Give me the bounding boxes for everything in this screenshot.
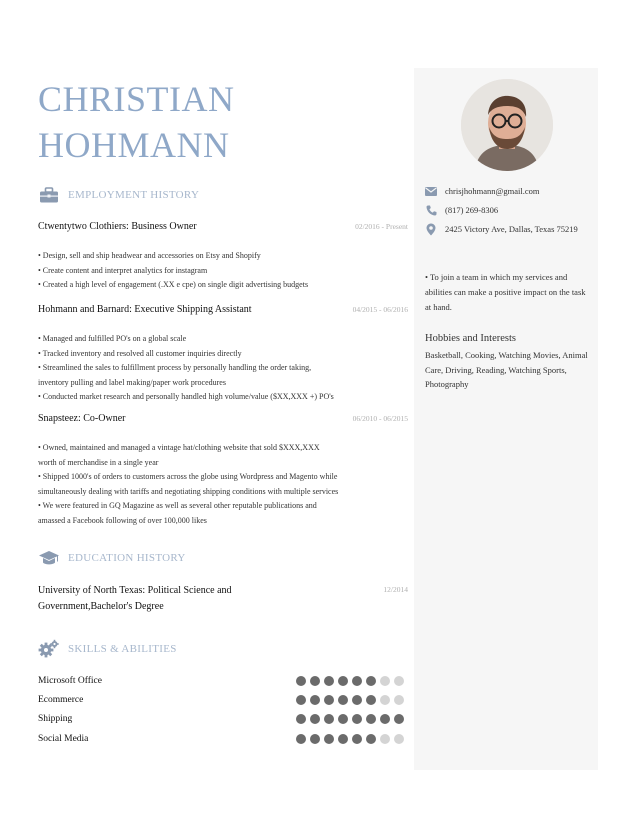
rating-dot-filled: [338, 695, 348, 705]
profile-photo: [461, 79, 553, 171]
skill-row: [38, 712, 408, 726]
job-title: Ctwentytwo Clothiers: Business Owner: [38, 221, 197, 232]
job-title: Hohmann and Barnard: Executive Shipping Assistant: [38, 304, 252, 315]
job-dates: 02/2016 - Present: [355, 222, 408, 231]
contact-email: [425, 184, 539, 198]
rating-dot-filled: [324, 714, 334, 724]
job-entry: [38, 304, 408, 405]
degree-date: 12/2014: [383, 585, 408, 594]
sidebar-panel: [414, 68, 598, 770]
employment-section-header: [38, 186, 199, 204]
hobbies-text: Basketball, Cooking, Watching Movies, Animal Care, Driving, Reading, Watching Sports, Photography: [425, 350, 588, 389]
job-description: [38, 332, 408, 405]
rating-dot-filled: [352, 695, 362, 705]
skill-name: Ecommerce: [38, 695, 84, 705]
skill-rating: [296, 734, 404, 744]
skill-row: [38, 732, 408, 746]
address-text: 2425 Victory Ave, Dallas, Texas 75219: [445, 224, 578, 234]
phone-icon: [425, 204, 437, 216]
job-dates: 06/2010 - 06/2015: [352, 414, 408, 423]
job-bullet: worth of merchandise in a single year: [38, 457, 159, 467]
email-text[interactable]: chrisjhohmann@gmail.com: [445, 186, 540, 196]
last-name: HOHMANN: [38, 125, 230, 165]
skills-title: SKILLS & ABILITIES: [68, 643, 177, 655]
rating-dot-filled: [296, 734, 306, 744]
rating-dot-filled: [366, 714, 376, 724]
job-title: Snapsteez: Co-Owner: [38, 413, 126, 424]
rating-dot-filled: [380, 714, 390, 724]
rating-dot-filled: [324, 734, 334, 744]
contact-phone: [425, 203, 498, 217]
rating-dot-filled: [338, 676, 348, 686]
rating-dot-filled: [366, 695, 376, 705]
skill-name: Shipping: [38, 714, 73, 724]
job-bullet: • Conducted market research and personally handled high volume/value ($XX,XXX +) PO's: [38, 392, 334, 401]
rating-dot-filled: [310, 714, 320, 724]
skill-rating: [296, 695, 404, 705]
rating-dot-filled: [366, 734, 376, 744]
job-bullet: • Owned, maintained and managed a vintage hat/clothing website that sold $XXX,XXX: [38, 443, 320, 452]
job-bullet: • Created a high level of engagement (.XX e cpe) on single digit advertising budgets: [38, 280, 309, 289]
rating-dot-empty: [394, 695, 404, 705]
job-bullet: simultaneously dealing with tariffs and negotiating shipping conditions with multiple services: [38, 486, 339, 496]
rating-dot-filled: [338, 714, 348, 724]
job-entry: [38, 221, 408, 293]
education-section-header: [38, 549, 186, 567]
job-bullet: • Create content and interpret analytics for instagram: [38, 265, 208, 275]
rating-dot-filled: [324, 676, 334, 686]
rating-dot-filled: [352, 714, 362, 724]
employment-title: EMPLOYMENT HISTORY: [68, 189, 200, 201]
skill-rating: [296, 714, 404, 724]
job-dates: 04/2015 - 06/2016: [352, 305, 408, 314]
job-bullet: • Shipped 1000's of orders to customers across the globe using Wordpress and Magento while: [38, 472, 338, 481]
skill-rating: [296, 676, 404, 686]
job-entry: [38, 413, 408, 528]
contact-address: [425, 222, 595, 236]
job-description: [38, 249, 408, 293]
graduation-cap-icon: [38, 549, 60, 567]
envelope-icon: [425, 185, 437, 197]
job-bullet: inventory pulling and label making/paper work procedures: [38, 377, 226, 387]
map-pin-icon: [425, 223, 437, 235]
job-bullet: • Tracked inventory and resolved all customer inquiries directly: [38, 348, 242, 358]
degree-title: University of North Texas: Political Science and Government,Bachelor's Degree: [38, 585, 232, 612]
rating-dot-empty: [380, 734, 390, 744]
rating-dot-filled: [352, 734, 362, 744]
rating-dot-filled: [296, 695, 306, 705]
briefcase-icon: [38, 186, 60, 204]
rating-dot-filled: [324, 695, 334, 705]
objective-text: • To join a team in which my services and abilities can make a positive impact on the task at hand.: [425, 272, 586, 312]
skill-row: [38, 674, 408, 688]
skill-name: Microsoft Office: [38, 676, 102, 686]
rating-dot-filled: [310, 695, 320, 705]
rating-dot-filled: [338, 734, 348, 744]
rating-dot-filled: [310, 676, 320, 686]
hobbies-title: Hobbies and Interests: [425, 333, 516, 344]
education-title: EDUCATION HISTORY: [68, 552, 186, 564]
rating-dot-empty: [394, 676, 404, 686]
skill-row: [38, 693, 408, 707]
rating-dot-filled: [366, 676, 376, 686]
education-entry: [38, 583, 408, 615]
job-bullet: • Design, sell and ship headwear and accessories on Etsy and Shopify: [38, 251, 261, 260]
rating-dot-empty: [380, 676, 390, 686]
rating-dot-empty: [394, 734, 404, 744]
gears-icon: [38, 640, 60, 658]
rating-dot-filled: [296, 676, 306, 686]
rating-dot-filled: [352, 676, 362, 686]
job-description: [38, 441, 408, 528]
candidate-name: [38, 76, 235, 168]
rating-dot-empty: [380, 695, 390, 705]
job-bullet: amassed a Facebook following of over 100,000 likes: [38, 515, 207, 525]
job-bullet: • Streamlined the sales to fulfillment process by personally handling the order taking,: [38, 363, 312, 372]
rating-dot-filled: [310, 734, 320, 744]
phone-text[interactable]: (817) 269-8306: [445, 205, 499, 215]
first-name: CHRISTIAN: [38, 79, 235, 119]
rating-dot-filled: [394, 714, 404, 724]
job-bullet: • We were featured in GQ Magazine as well as several other reputable publications and: [38, 501, 317, 510]
rating-dot-filled: [296, 714, 306, 724]
skill-name: Social Media: [38, 734, 89, 744]
job-bullet: • Managed and fulfilled PO's on a global scale: [38, 334, 187, 343]
skills-section-header: [38, 640, 177, 658]
